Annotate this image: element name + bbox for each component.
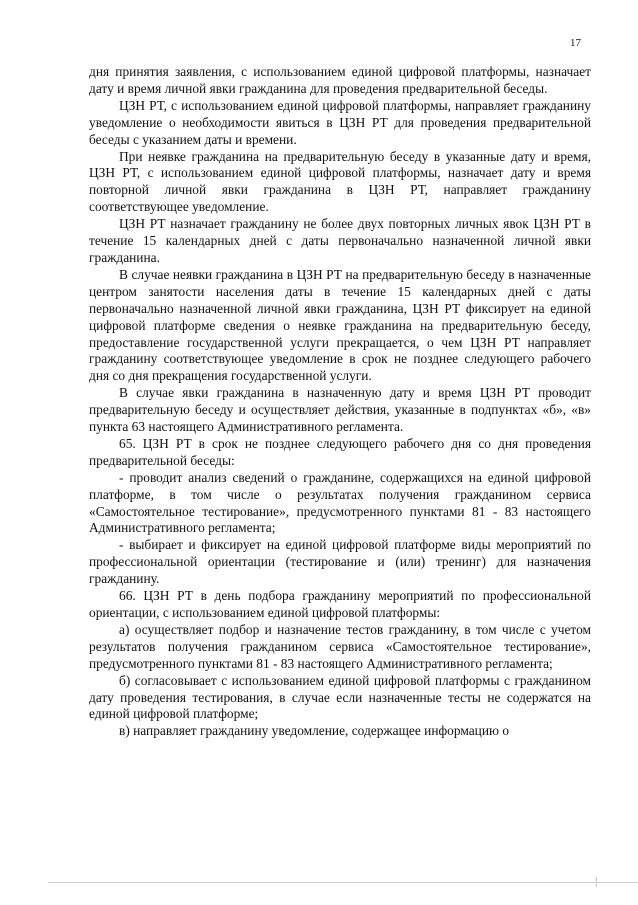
scan-edge-line [48, 882, 638, 883]
page-number: 17 [570, 37, 581, 49]
subclause-b: б) согласовывает с использованием единой цифровой платформы с гражданином дату проведения тестирования, в случае если назначенные тесты не содержатся на единой цифровой платформе; [89, 672, 591, 722]
paragraph-continuation: дня принятия заявления, с использованием единой цифровой платформы, назначает дату и время личной явки гражданина для проведения предварительной беседы. [89, 64, 591, 96]
subclause-a: а) осуществляет подбор и назначение тестов гражданину, в том числе с учетом результатов получения гражданином сервиса «Самостоятельное тестирование», предусмотренного пунктами 81 - 83 настоящего Административного регламента; [89, 621, 591, 671]
document-body [89, 64, 591, 740]
paragraph: В случае неявки гражданина в ЦЗН РТ на предварительную беседу в назначенные центром занятости населения даты в течение 15 календарных дней с даты первоначально назначенной личной явки гражданина, ЦЗН РТ фиксирует на единой цифровой платформе сведения о неявке гражданина на предварительную беседу, предоставление государственной услуги прекращается, о чем ЦЗН РТ направляет гражданину соответствующее уведомление в срок не позднее следующего рабочего дня со дня прекращения государственной услуги. [89, 266, 591, 384]
list-item: - выбирает и фиксирует на единой цифровой платформе виды мероприятий по профессиональной ориентации (тестирование и (или) тренинг) для назначения гражданину. [89, 537, 591, 587]
paragraph: ЦЗН РТ назначает гражданину не более двух повторных личных явок ЦЗН РТ в течение 15 календарных дней с даты первоначально назначенной личной явки гражданина. [89, 216, 591, 265]
scan-edge-mark [596, 877, 605, 887]
paragraph: При неявке гражданина на предварительную беседу в указанные дату и время, ЦЗН РТ, с использованием единой цифровой платформы, назначает дату и время повторной личной явки гражданина в ЦЗН РТ, направляет гражданину соответствующее уведомление. [89, 148, 591, 215]
subclause-v: в) направляет гражданину уведомление, содержащее информацию о [119, 723, 510, 739]
paragraph: В случае явки гражданина в назначенную дату и время ЦЗН РТ проводит предварительную беседу и осуществляет действия, указанные в подпунктах «б», «в» пункта 63 настоящего Административного регламента. [89, 385, 591, 435]
paragraph-clause-65: 65. ЦЗН РТ в срок не позднее следующего рабочего дня со дня проведения предварительной беседы: [89, 435, 591, 468]
paragraph-clause-66: 66. ЦЗН РТ в день подбора гражданину мероприятий по профессиональной ориентации, с использованием единой цифровой платформы: [89, 588, 591, 620]
list-item: - проводит анализ сведений о гражданине, содержащихся на единой цифровой платформе, в том числе о результатах получения гражданином сервиса «Самостоятельное тестирование», предусмотренного пунктами 81 - 83 настоящего Административного регламента; [89, 469, 591, 536]
paragraph: ЦЗН РТ, с использованием единой цифровой платформы, направляет гражданину уведомление о необходимости явиться в ЦЗН РТ для проведения предварительной беседы с указанием даты и времени. [89, 97, 591, 147]
